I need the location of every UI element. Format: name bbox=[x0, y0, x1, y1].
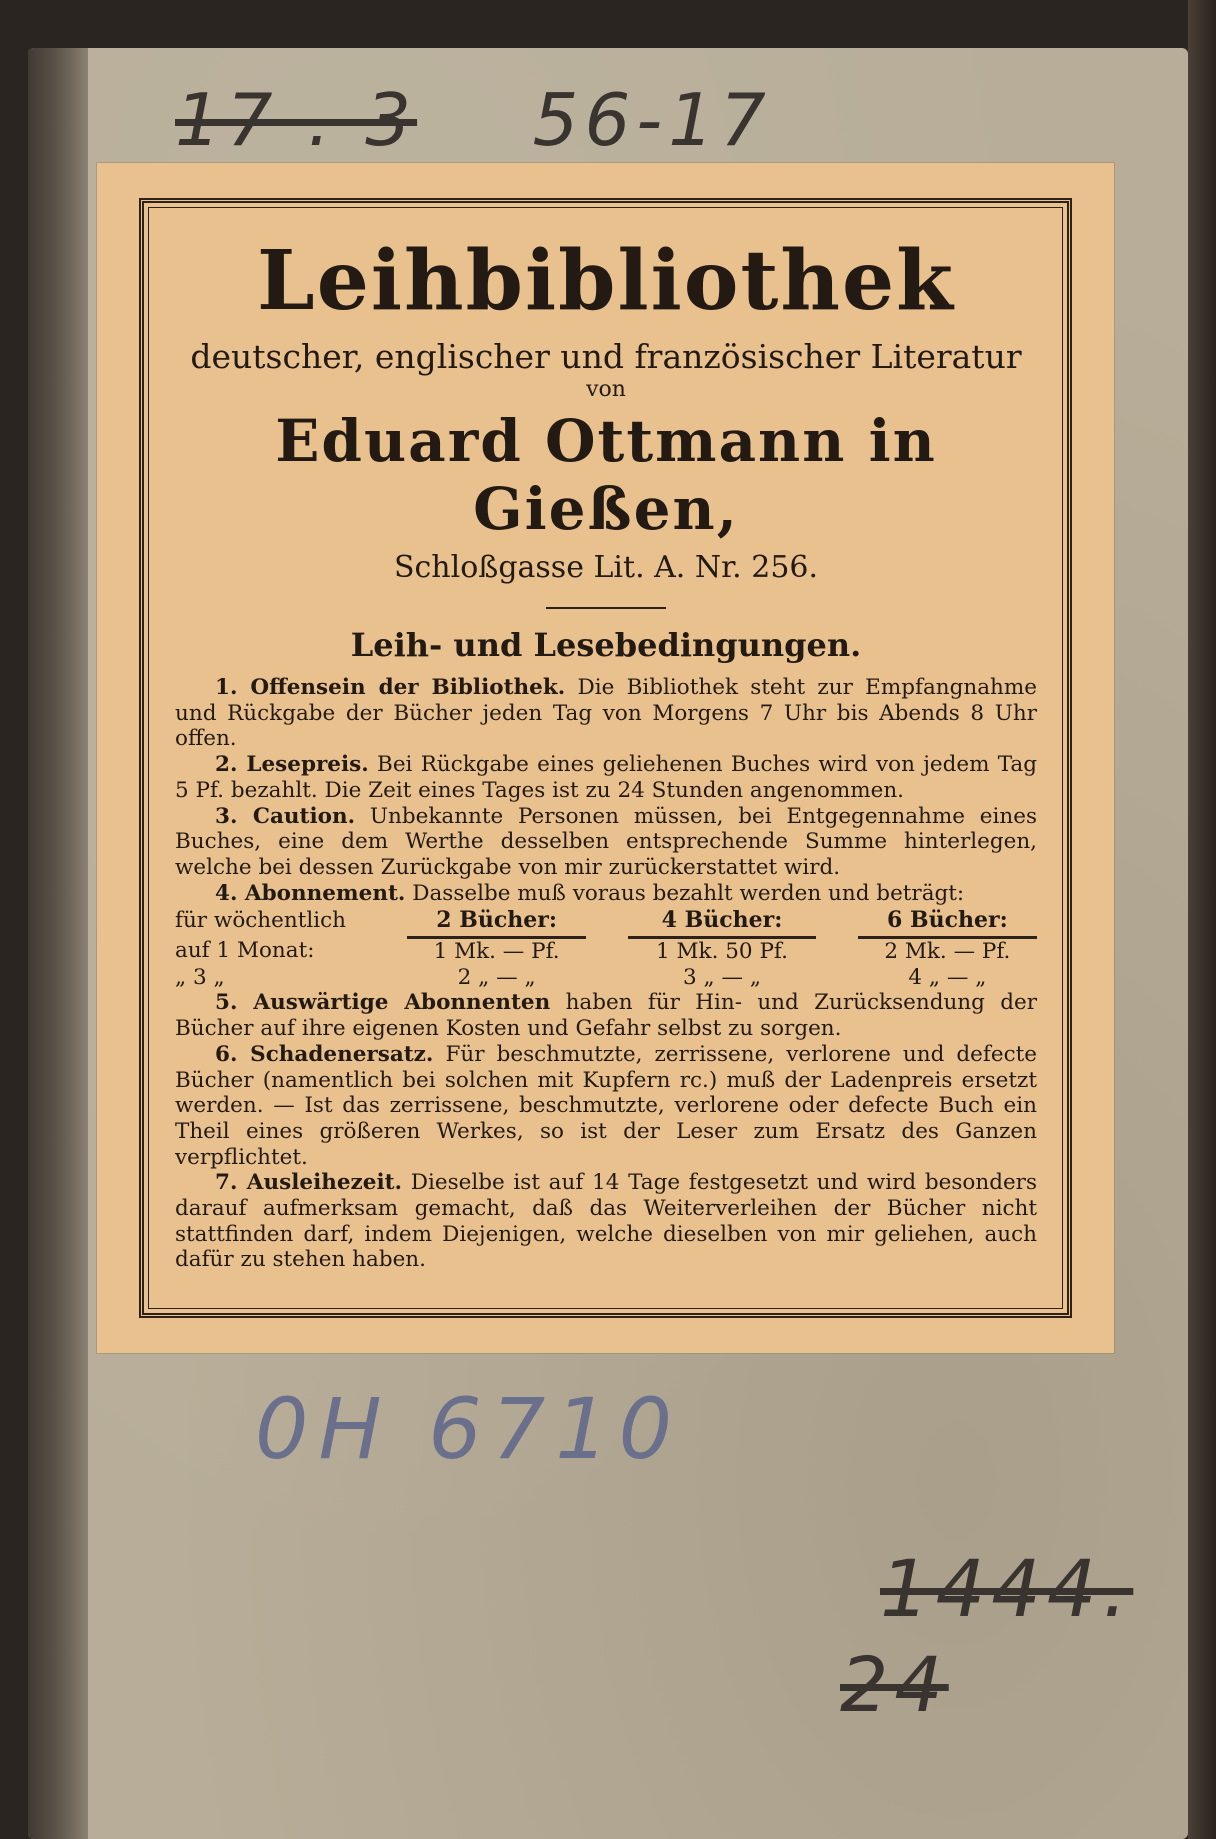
rule-1 bbox=[175, 675, 1037, 752]
price-cell: 1 Mk. 50 Pf. bbox=[656, 939, 788, 965]
handwritten-top-numbers bbox=[175, 78, 772, 162]
rule-1-head: 1. Offensein der Bibliothek. bbox=[215, 675, 566, 700]
rule-6 bbox=[175, 1042, 1037, 1171]
price-cell: 2 Mk. — Pf. bbox=[884, 939, 1011, 965]
rule-5-head: 5. Auswärtige Abonnenten bbox=[215, 990, 551, 1016]
handwritten-struck-number: 24 bbox=[840, 1640, 949, 1729]
handwritten-shelfmark: 0H 6710 bbox=[255, 1380, 683, 1478]
rule-2 bbox=[175, 752, 1037, 803]
price-row bbox=[175, 938, 1037, 965]
price-column-header: 2 Bücher: bbox=[407, 908, 586, 937]
rule-3-text: Unbekannte Personen müssen, bei Entgegennahme eines Buches, eine dem Werthe desselben entsprechende Summe hinterlegen, welche bei dessen Zurückgabe von mir zurückerstattet wird. bbox=[175, 803, 1037, 880]
price-cell: 3 „ — „ bbox=[683, 964, 761, 990]
price-row-label: „ 3 „ bbox=[175, 964, 225, 990]
rule-4-head: 4. Abonnement. bbox=[215, 880, 406, 906]
label-subtitle: deutscher, englischer und französischer Literatur bbox=[190, 337, 1022, 376]
rule-2-head: 2. Lesepreis. bbox=[215, 752, 369, 778]
section-title: Leih- und Lesebedingungen. bbox=[350, 626, 862, 664]
price-column-header: 6 Bücher: bbox=[858, 908, 1037, 937]
label-address: Schloßgasse Lit. A. Nr. 256. bbox=[393, 550, 819, 585]
handwritten-struck-number: 1444. bbox=[880, 1545, 1134, 1635]
divider bbox=[546, 607, 666, 609]
rule-6-text: Für beschmutzte, zerrissene, verlorene und defecte Bücher (namentlich bei solchen mit Kupfern rc.) muß der Ladenpreis ersetzt werden. — Ist das zerrissene, beschmutzte, verlorene oder defecte Buch ein Theil eines größeren Werkes, so ist der Leser zum Ersatz des Ganzen verpflichtet. bbox=[175, 1041, 1037, 1170]
rule-3 bbox=[175, 804, 1037, 881]
price-cell: 2 „ — „ bbox=[457, 964, 536, 990]
rules-list bbox=[175, 675, 1037, 1273]
price-row-label: auf 1 Monat: bbox=[175, 937, 315, 963]
rule-4-text: Dasselbe muß voraus bezahlt werden und beträgt: bbox=[405, 880, 965, 906]
rule-6-head: 6. Schadenersatz. bbox=[215, 1041, 434, 1067]
label-title: Leihbibliothek bbox=[257, 233, 955, 329]
rule-7-head: 7. Ausleihezeit. bbox=[215, 1170, 403, 1196]
rule-4 bbox=[175, 881, 1037, 907]
rule-3-head: 3. Caution. bbox=[215, 803, 356, 829]
label-owner: Eduard Ottmann in Gießen, bbox=[275, 407, 937, 543]
price-column-header: 4 Bücher: bbox=[628, 908, 816, 937]
handwritten-struck-number: 17 . 3 bbox=[175, 78, 418, 162]
rule-7-text: Dieselbe ist auf 14 Tage festgesetzt und wird besonders darauf aufmerksam gemacht, daß das Weiterverleihen der Bücher nicht stattfinden darf, indem Diejenigen, welche dieselben von mir geliehen, auch dafür zu stehen haben. bbox=[175, 1170, 1037, 1273]
price-table-header bbox=[175, 908, 1037, 937]
label-content bbox=[175, 233, 1037, 1273]
rule-5 bbox=[175, 990, 1037, 1041]
rule-5-text: haben für Hin- und Zurücksendung der Bücher auf ihre eigenen Kosten und Gefahr selbst zu sorgen. bbox=[175, 990, 1037, 1042]
rule-1-text: Die Bibliothek steht zur Empfangnahme und Rückgabe der Bücher jeden Tag von Morgens 7 Uhr bis Abends 8 Uhr offen. bbox=[175, 675, 1037, 752]
book-edge bbox=[1188, 0, 1216, 1839]
price-cell: 4 „ — „ bbox=[908, 964, 987, 990]
price-header-label: für wöchentlich bbox=[175, 908, 347, 934]
rule-7 bbox=[175, 1170, 1037, 1273]
handwritten-current-number: 56-17 bbox=[532, 78, 772, 162]
rule-2-text: Bei Rückgabe eines geliehenen Buches wird von jedem Tag 5 Pf. bezahlt. Die Zeit eines Tages ist zu 24 Stunden angenommen. bbox=[175, 752, 1037, 803]
price-table bbox=[175, 908, 1037, 990]
price-cell: 1 Mk. — Pf. bbox=[433, 939, 560, 965]
price-row bbox=[175, 965, 1037, 991]
library-label bbox=[97, 163, 1114, 1353]
label-von: von bbox=[586, 377, 626, 402]
book-spine bbox=[28, 48, 88, 1839]
